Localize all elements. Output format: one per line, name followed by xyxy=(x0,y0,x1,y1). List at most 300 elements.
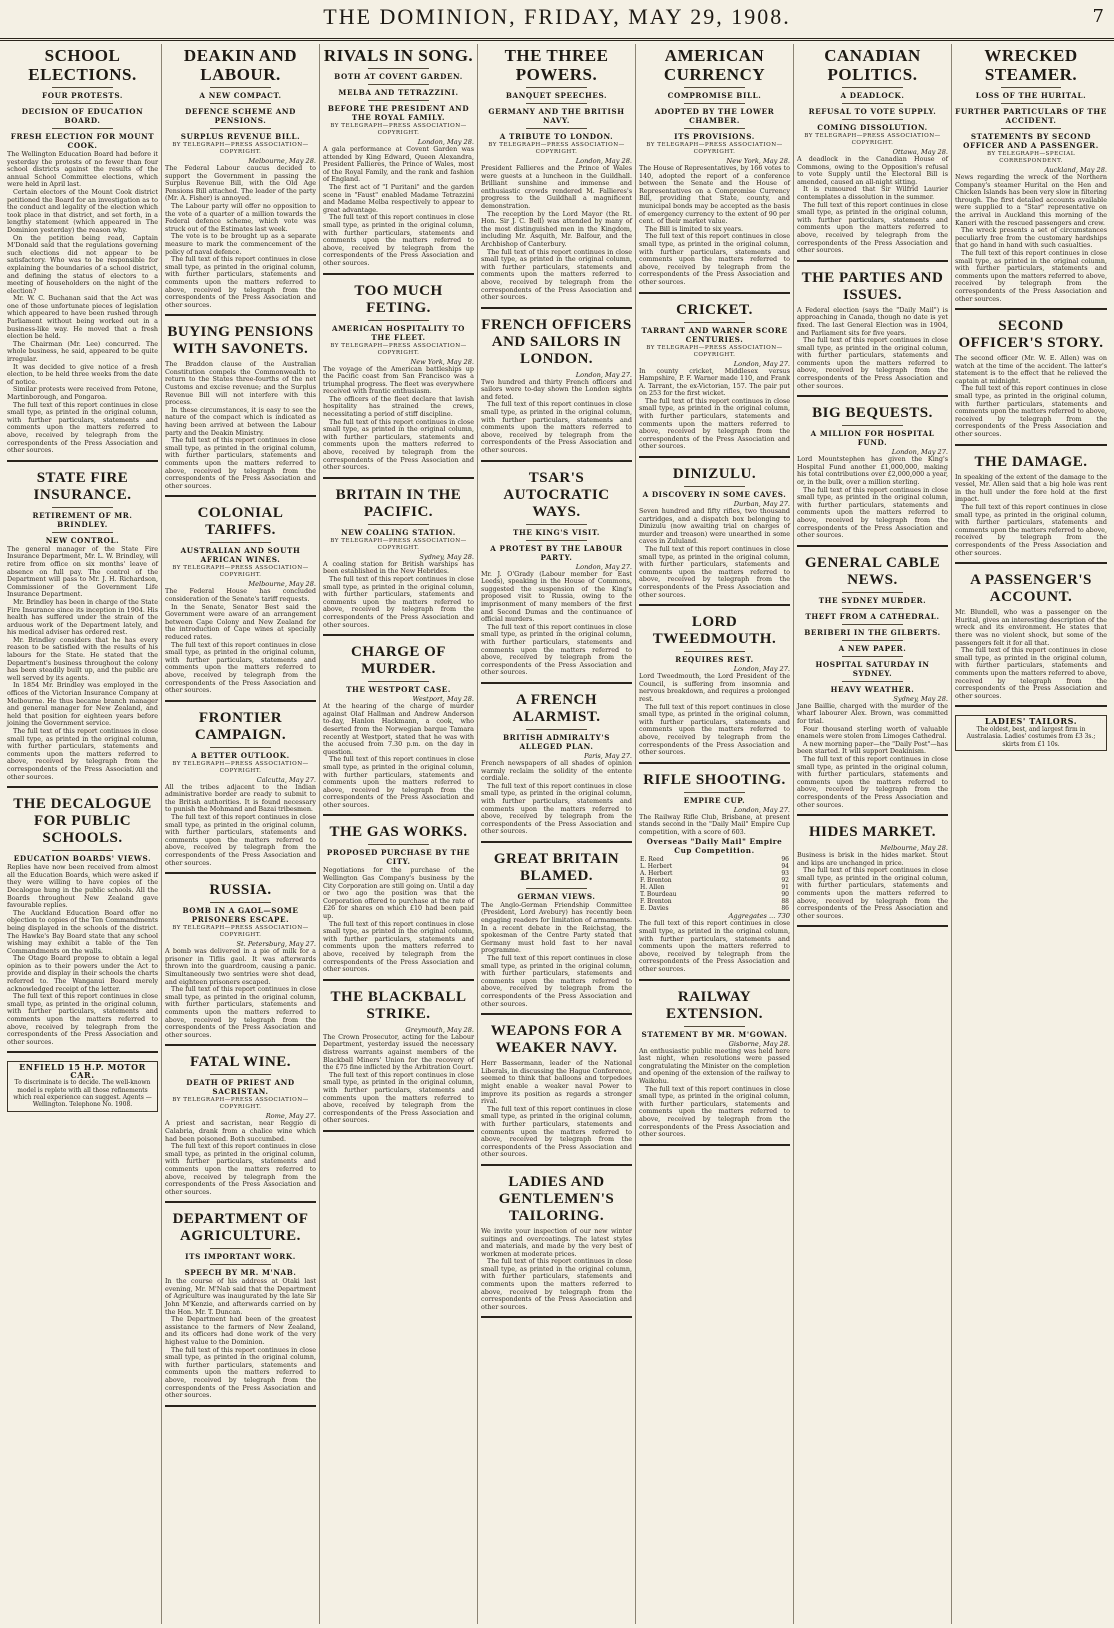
article-headline: COLONIAL TARIFFS. xyxy=(197,505,284,539)
article-byline: BY TELEGRAPH—PRESS ASSOCIATION—COPYRIGHT. xyxy=(646,344,783,358)
shooter-score: 90 xyxy=(781,891,789,899)
article-dateline: Melbourne, May 28. xyxy=(880,844,948,853)
article xyxy=(7,46,158,462)
article-dateline: Rome, May 27. xyxy=(265,1112,316,1121)
article-paragraph: A priest and sacristan, near Reggio di Calabria, drank from a chalice wine which had been poisoned. Both succumbed. xyxy=(165,1119,316,1143)
article-separator xyxy=(639,456,790,458)
divider xyxy=(210,1074,270,1075)
article-headline: THE BLACKBALL STRIKE. xyxy=(330,988,467,1022)
article-paragraph: We invite your inspection of our new winter suitings and overcoatings. The latest styles and materials, and made by the very best of workmen at moderate prices. xyxy=(481,1226,632,1258)
article-paragraph: The Wellington Education Board had before it yesterday the protests of no fewer than four school districts against the results of the annual School Committee elections, which were held in April last. xyxy=(7,150,158,189)
article-headline: DEPARTMENT OF AGRICULTURE. xyxy=(172,1211,309,1245)
article-headline: GREAT BRITAIN BLAMED. xyxy=(493,850,620,884)
article-deck: PROPOSED PURCHASE BY THE CITY. xyxy=(326,848,471,867)
article-paragraph-continued: The full text of this report continues in close small type, as printed in the original column, with further particulars, statements and comments upon the matters referred to above, received by telegraph from the correspondents of the Press Association and other sources. xyxy=(481,622,632,677)
article-paragraph-continued: The full text of this report continues in close small type, as printed in the original column, with further particulars, statements and comments upon the matters referred to above, received by telegraph from the correspondents of the Press Association and other sources. xyxy=(165,813,316,867)
article-paragraph: The Department had been of the greatest assistance to the farmers of New Zealand, and its officers had done work of the very highest value to the Dominion. xyxy=(165,1315,316,1347)
article-paragraph: Jane Baillie, charged with the murder of the wharf labourer Alex. Brown, was committed for trial. xyxy=(797,701,948,725)
article xyxy=(481,46,632,309)
shooter-name: F. Brenton xyxy=(640,877,672,885)
article-deck: HEAVY WEATHER. xyxy=(830,684,915,694)
divider xyxy=(210,103,270,104)
article-paragraph-continued: The full text of this report continues in close small type, as printed in the original column, with further particulars, statements and comments upon the matters referred to above, received by telegraph from the correspondents of the Press Association and other sources. xyxy=(7,400,158,455)
article-paragraph: Two hundred and thirty French officers and sailors were to-day shown the London sights and feted. xyxy=(481,377,632,401)
article-paragraph-continued: The full text of this report continues in close small type, as printed in the original column, with further particulars, statements and comments upon the matters referred to above, received by telegraph from the correspondents of the Press Association and other sources. xyxy=(323,417,474,472)
article xyxy=(165,46,316,316)
divider xyxy=(210,1248,270,1249)
article-byline: BY TELEGRAPH—PRESS ASSOCIATION—COPYRIGHT. xyxy=(172,1097,309,1111)
column-3 xyxy=(320,44,478,1624)
article-byline: BY TELEGRAPH—PRESS ASSOCIATION—COPYRIGHT. xyxy=(172,925,309,939)
article-dateline: London, May 27. xyxy=(733,805,790,814)
article-paragraph: In speaking of the extent of the damage to the vessel, Mr. Allen said that a big hole was rent in the hull under the fore hold at the first impact. xyxy=(955,472,1107,504)
article-separator xyxy=(7,786,158,788)
article-separator xyxy=(481,307,632,309)
article-deck: THE KING'S VISIT. xyxy=(513,527,600,537)
article-byline: BY TELEGRAPH—PRESS ASSOCIATION—COPYRIGHT. xyxy=(646,142,783,155)
score-row xyxy=(639,898,790,905)
article xyxy=(955,318,1107,446)
article-paragraph: The Anglo-German Friendship Committee (President, Lord Avebury) has recently been engaging readers for limitation of armaments. In a recent debate in the Reichstag, the spokesman of the Centre Party stated that Germany must hold fast to her naval programme. xyxy=(481,900,632,955)
divider xyxy=(684,87,744,88)
article xyxy=(797,555,948,816)
article xyxy=(165,505,316,701)
article-byline: BY TELEGRAPH—SPECIAL CORRESPONDENT. xyxy=(987,151,1075,164)
article xyxy=(323,487,474,636)
article-headline: RAILWAY EXTENSION. xyxy=(665,988,764,1022)
article-paragraph-continued: The full text of this report continues in close small type, as printed in the original column, with further particulars, statements and comments upon the matters referred to above, received by telegraph from the correspondents of the Press Association and other sources. xyxy=(165,1345,316,1400)
article-deck: DEFENCE SCHEME AND PENSIONS. xyxy=(185,107,296,125)
divider xyxy=(842,624,902,625)
article-deck: BANQUET SPEECHES. xyxy=(505,91,608,100)
article-deck: STATEMENT BY MR. M'GOWAN. xyxy=(641,1029,788,1039)
article-paragraph-continued: The full text of this report continues in close small type, as printed in the original column, with further particulars, statements and comments upon the matters referred to above, received by telegraph from the correspondents of the Press Association and other sources. xyxy=(165,436,316,490)
article-separator xyxy=(797,925,948,927)
article-headline: RIVALS IN SONG. xyxy=(323,46,474,65)
article-deck: REFUSAL TO VOTE SUPPLY. xyxy=(808,107,937,116)
article-separator xyxy=(955,444,1107,446)
article-paragraph: Mr. Brindley has been in charge of the State Fire Insurance since its inception in 1904. His health has suffered under the strain of the arduous work of the Department lately, and his medical adviser has ordered rest. xyxy=(7,597,158,637)
article-dateline: Greymouth, May 28. xyxy=(405,1025,474,1034)
article-paragraph-continued: The full text of this report continues in close small type, as printed in the original column, with further particulars, statements and comments upon the matters referred to above, received by telegraph from the correspondents of the Press Association and other sources. xyxy=(165,985,316,1039)
article xyxy=(481,1174,632,1319)
article-paragraph-continued: The full text of this report continues in close small type, as printed in the original column, with further particulars, statements and comments upon the matters referred to above, received by telegraph from the correspondents of the Press Association and other sources. xyxy=(481,781,632,836)
article-dateline: London, May 27. xyxy=(575,370,632,379)
article-paragraph: The Crown Prosecutor, acting for the Labour Department, yesterday issued the necessary distress warrants against members of the Blackball Miners' Union for the recovery of the £75 fine inflicted by the Arbitration Court. xyxy=(323,1032,474,1072)
article-deck: LOSS OF THE HURITAL. xyxy=(975,91,1087,100)
article-separator xyxy=(797,545,948,547)
article-deck: ITS PROVISIONS. xyxy=(674,132,755,141)
shooter-name: E. Reed xyxy=(640,856,664,864)
article-byline: BY TELEGRAPH—PRESS ASSOCIATION—COPYRIGHT. xyxy=(330,123,467,136)
article-paragraph-continued: The full text of this report continues in close small type, as printed in the original column, with further particulars, statements and comments upon the matters referred to above, received by telegraph from the correspondents of the Press Association and other sources. xyxy=(323,213,474,267)
article-separator xyxy=(797,260,948,262)
column-7 xyxy=(952,44,1110,1624)
article-deck: NEW CONTROL. xyxy=(45,535,120,545)
article-paragraph: Replies have now been received from almost all the Education Boards, which were asked if they were willing to have copies of the Decalogue hung in the public schools. All the Boards throughout New Zealand gave favourable replies. xyxy=(7,863,158,910)
article-paragraph: Mr. J. O'Grady (Labour member for East Leeds), speaking in the House of Commons, suggested the suspension of the King's proposed visit to Russia, owing to the imprisonment of many members of the first and Second Dumas and the continuance of official murders. xyxy=(481,569,632,624)
article-paragraph-continued: The full text of this report continues in close small type, as printed in the original column, with further particulars, statements and comments upon the matters referred to above, received by telegraph from the correspondents of the Press Association and other sources. xyxy=(7,992,158,1046)
article-separator xyxy=(639,1144,790,1146)
article-separator xyxy=(165,700,316,702)
column-2 xyxy=(162,44,320,1624)
article-paragraph-continued: The full text of this report continues in close small type, as printed in the original column, with further particulars, statements and comments upon the matters referred to above, received by telegraph from the correspondents of the Press Association and other sources. xyxy=(481,247,632,302)
column-5 xyxy=(636,44,794,1624)
article-deck: COMPROMISE BILL. xyxy=(667,91,762,100)
article-separator xyxy=(323,1130,474,1132)
article-deck: NEW COALING STATION. xyxy=(341,527,456,537)
divider xyxy=(368,84,428,85)
article-paragraph-continued: The full text of this report continues in close small type, as printed in the original column, with further particulars, statements and comments upon the matters referred to above, received by telegraph from the correspondents of the Press Association and other sources. xyxy=(165,1142,316,1196)
article-deck: A NEW PAPER. xyxy=(838,643,907,653)
article-paragraph: The Railway Rifle Club, Brisbane, at present stands second in the "Daily Mail" Empire Cup competition, with a score of 603. xyxy=(639,812,790,836)
article-paragraph-continued: The full text of this report continues in close small type, as printed in the original column, with further particulars, statements and comments upon the matters referred to above, received by telegraph from the correspondents of the Press Association and other sources. xyxy=(481,1257,632,1311)
article-headline: FATAL WINE. xyxy=(189,1054,292,1071)
article-paragraph-continued: The full text of this report continues in close small type, as printed in the original column, with further particulars, statements and comments upon the matters referred to above, received by telegraph from the correspondents of the Press Association and other sources. xyxy=(323,919,474,974)
article-paragraph-continued: The full text of this report continues in close small type, as printed in the original column, with further particulars, statements and comments upon the matters referred to above, received by telegraph from the correspondents of the Press Association and other sources. xyxy=(165,255,316,309)
article-deck: AUSTRALIAN AND SOUTH AFRICAN WINES. xyxy=(180,546,301,565)
article-deck: GERMANY AND THE BRITISH NAVY. xyxy=(488,107,625,125)
article-headline: LADIES AND GENTLEMEN'S TAILORING. xyxy=(498,1173,615,1224)
article-separator xyxy=(165,1044,316,1046)
advertisement xyxy=(955,715,1107,751)
divider xyxy=(1001,128,1062,129)
article xyxy=(165,1211,316,1407)
article xyxy=(7,796,158,1053)
article-paragraph: The Otago Board propose to obtain a legal opinion as to their powers under the Act to provide and display in their schools the charts referred to. The Wanganui Board merely acknowledged receipt of the letter. xyxy=(7,954,158,993)
article-headline: LORD TWEEDMOUTH. xyxy=(652,614,777,648)
column-1 xyxy=(4,44,162,1624)
article-separator xyxy=(955,705,1107,707)
divider xyxy=(842,592,902,593)
article-paragraph: Four thousand sterling worth of valuable enamels were stolen from Limoges Cathedral. xyxy=(797,724,948,741)
article-deck: BEFORE THE PRESIDENT AND THE ROYAL FAMILY. xyxy=(327,104,470,122)
article xyxy=(481,470,632,684)
divider xyxy=(684,792,744,793)
article-paragraph-continued: The full text of this report continues in close small type, as printed in the original column, with further particulars, statements and comments upon the matters referred to above, received by telegraph from the correspondents of the Press Association and other sources. xyxy=(797,866,948,920)
article-headline: TSAR'S AUTOCRATIC WAYS. xyxy=(503,469,610,520)
divider xyxy=(52,87,112,88)
advertisement-heading: ENFIELD 15 H.P. MOTOR CAR. xyxy=(19,1062,146,1080)
article-separator xyxy=(481,682,632,684)
article xyxy=(797,270,948,398)
article-separator xyxy=(481,1164,632,1166)
divider xyxy=(52,128,112,129)
article xyxy=(639,46,790,294)
article-deck: BOMB IN A GAOL—SOME PRISONERS ESCAPE. xyxy=(182,906,299,925)
article-paragraph: The Labour party will offer no opposition to the vote of a quarter of a million towards the Federal defence scheme, which vote was struck out of the Estimates last week. xyxy=(165,201,316,233)
article-paragraph-continued: The full text of this report continues in close small type, as printed in the original column, with further particulars, statements and comments upon the matters referred to above, received by telegraph from the correspondents of the Press Association and other sources. xyxy=(955,503,1107,557)
article-headline: SCHOOL ELECTIONS. xyxy=(28,46,137,84)
article xyxy=(323,283,474,479)
article-byline: BY TELEGRAPH—PRESS ASSOCIATION—COPYRIGHT. xyxy=(804,133,941,146)
article-deck: MELBA AND TETRAZZINI. xyxy=(338,88,459,97)
article-paragraph: The Braddon clause of the Australian Constitution compels the Commonwealth to return to the States three-fourths of the net Customs and excise revenue; and the Surplus Revenue Bill will not interfere with this process. xyxy=(165,360,316,407)
article-deck: FOUR PROTESTS. xyxy=(42,91,123,100)
article-dateline: New York, May 28. xyxy=(410,357,474,366)
article-headline: RIFLE SHOOTING. xyxy=(643,771,786,788)
article-dateline: Calcutta, May 27. xyxy=(256,775,316,784)
article-separator xyxy=(7,460,158,462)
article-paragraph: In the Senate, Senator Best said the Government were aware of an arrangement between Cape Colony and New Zealand for the introduction of Cape wines at specially reduced rates. xyxy=(165,602,316,641)
article xyxy=(797,405,948,547)
divider xyxy=(368,844,428,845)
article-headline: THE THREE POWERS. xyxy=(504,46,609,84)
article-paragraph: Negotiations for the purchase of the Wellington Gas Company's business by the City Corporation are still going on. Until a day or two ago the position was that the Corporation offered to purchase at the rate of £26 for shares on which £10 had been paid up. xyxy=(323,866,474,921)
column-6 xyxy=(794,44,952,1624)
article-headline: BRITAIN IN THE PACIFIC. xyxy=(335,486,462,520)
article-paragraph-continued: The full text of this report continues in close small type, as printed in the original column, with further particulars, statements and comments upon the matters referred to above, received by telegraph from the correspondents of the Press Association and other sources. xyxy=(481,1104,632,1159)
divider xyxy=(1001,103,1062,104)
article xyxy=(955,572,1107,707)
article-paragraph: The Federal House has concluded consideration of the Senate's tariff requests. xyxy=(165,587,316,603)
article-separator xyxy=(481,460,632,462)
divider xyxy=(1001,87,1062,88)
article-separator xyxy=(323,477,474,479)
article-dateline: Sydney, May 28. xyxy=(419,552,474,561)
article-paragraph: The Chairman (Mr. Lee) concurred. The whole business, he said, appeared to be quite irregular. xyxy=(7,339,158,364)
article-paragraph: The Bill is limited to six years. xyxy=(645,224,744,233)
article-byline: BY TELEGRAPH—PRESS ASSOCIATION—COPYRIGHT. xyxy=(172,760,309,774)
divider xyxy=(526,729,586,730)
article-deck: HOSPITAL SATURDAY IN SYDNEY. xyxy=(815,659,930,678)
article-deck: SURPLUS REVENUE BILL. xyxy=(180,132,301,141)
article-deck: A BETTER OUTLOOK. xyxy=(191,750,290,760)
article xyxy=(481,851,632,1015)
article-dateline: Gisborne, May 28. xyxy=(728,1039,790,1048)
article-deck: ADOPTED BY THE LOWER CHAMBER. xyxy=(654,107,775,125)
article xyxy=(323,989,474,1132)
article-deck: AMERICAN HOSPITALITY TO THE FLEET. xyxy=(331,323,466,342)
article xyxy=(955,46,1107,310)
article-separator xyxy=(797,814,948,816)
article xyxy=(165,710,316,875)
article-paragraph-continued: The full text of this report continues in close small type, as printed in the original column, with further particulars, statements and comments upon the matters referred to above, received by telegraph from the correspondents of the Press Association and other sources. xyxy=(955,384,1107,439)
article-paragraph: It was decided to give notice of a fresh election, to be held three weeks from the date of notice. xyxy=(7,362,158,386)
article-paragraph: Lord Tweedmouth, the Lord President of the Council, is suffering from insomnia and nervous breakdown, and requires a prolonged rest. xyxy=(639,672,790,703)
article-paragraph: Mr. Blundell, who was a passenger on the Hurital, gives an interesting description of the wreck and its environment. He states that there was no violent shock, but some of the passengers felt it for all that. xyxy=(955,608,1107,647)
article-headline: STATE FIRE INSURANCE. xyxy=(33,469,132,503)
article-deck: ITS IMPORTANT WORK. xyxy=(185,1252,296,1262)
article xyxy=(797,46,948,262)
score-row xyxy=(639,905,790,912)
article-paragraph-continued: The full text of this report continues in close small type, as printed in the original column, with further particulars, statements and comments upon the matters referred to above, received by telegraph from the correspondents of the Press Association and other sources. xyxy=(323,575,474,629)
article-deck: BERIBERI IN THE GILBERTS. xyxy=(804,627,941,637)
shooter-name: A. Herbert xyxy=(640,870,673,878)
divider xyxy=(210,1264,270,1265)
article-paragraph: A deadlock in the Canadian House of Commons, owing to the Opposition's refusal to vote Supply until the Electoral Bill is amended, caused an all-night sitting. xyxy=(797,155,948,186)
article-paragraph-continued: The full text of this report continues in close small type, as printed in the original column, with further particulars, statements and comments upon the matters referred to above, received by telegraph from the correspondents of the Press Association and other sources. xyxy=(481,400,632,455)
article-deck: EMPIRE CUP. xyxy=(683,795,746,805)
article-byline: BY TELEGRAPH—PRESS ASSOCIATION—COPYRIGHT. xyxy=(488,142,625,155)
article-byline: BY TELEGRAPH—PRESS ASSOCIATION—COPYRIGHT. xyxy=(330,537,467,551)
article-separator xyxy=(165,495,316,497)
divider xyxy=(684,322,744,323)
article-separator xyxy=(797,395,948,397)
divider xyxy=(684,103,744,104)
article-paragraph: A bomb was delivered in a pie of milk for a prisoner in Tiflis gaol. It was afterwards thrown into the guardroom, causing a panic. Simultaneously two sentries were shot dead, and eighteen prisoners escaped. xyxy=(165,947,316,986)
article-separator xyxy=(165,1405,316,1407)
article-paragraph-continued: The full text of this report continues in close small type, as printed in the original column, with further particulars, statements and comments upon the matters referred to above, received by telegraph from the correspondents of the Press Association and other sources. xyxy=(797,485,948,540)
article-paragraph: The vote is to be brought up as a separate measure to mark the commencement of the policy of naval defence. xyxy=(165,232,316,256)
article xyxy=(639,989,790,1146)
article-paragraph: The general manager of the State Fire Insurance Department, Mr. L. W. Brindley, will retire from office on six months' leave of absence on full pay. The control of the Department will pass to Mr. J. H. Richardson, Commissioner of the Government Life Insurance Department. xyxy=(7,544,158,599)
score-row xyxy=(639,863,790,870)
article-deck: FURTHER PARTICULARS OF THE ACCIDENT. xyxy=(955,107,1107,125)
article xyxy=(639,466,790,606)
article-separator xyxy=(165,314,316,316)
article-dateline: London, May 27. xyxy=(891,448,948,457)
article-dateline: London, May 28. xyxy=(417,138,474,146)
newspaper-columns xyxy=(4,44,1110,1624)
article-paragraph-continued: The full text of this report continues in close small type, as printed in the original column, with further particulars, statements and comments upon the matters referred to above, received by telegraph from the correspondents of the Press Association and other sources. xyxy=(165,640,316,695)
article-paragraph: The first act of "I Puritani" and the garden scene in "Faust" enabled Madame Tetrazzini and Madame Melba respectively to appear to great advantage. xyxy=(323,182,474,214)
divider xyxy=(842,119,902,120)
article-paragraph-continued: The full text of this report continues in close small type, as printed in the original column, with further particulars, statements and comments upon the matters referred to above, received by telegraph from the correspondents of the Press Association and other sources. xyxy=(797,336,948,390)
article-separator xyxy=(639,292,790,294)
divider xyxy=(368,681,428,682)
article-deck: A DEADLOCK. xyxy=(840,91,905,100)
article-paragraph-continued: The full text of this report continues in close small type, as printed in the original column, with further particulars, statements and comments upon the matters referred to above, received by telegraph from the correspondents of the Press Association and other sources. xyxy=(323,1070,474,1125)
article-byline: BY TELEGRAPH—PRESS ASSOCIATION—COPYRIGHT. xyxy=(172,142,309,155)
divider xyxy=(842,640,902,641)
advertisement-text: To discriminate is to decide. The well-known model is replete with all those refinements which real experience can suggest. Agents — Wellington. Telephone No. 1908. xyxy=(13,1079,152,1109)
article xyxy=(639,614,790,764)
article-separator xyxy=(323,979,474,981)
divider xyxy=(842,656,902,657)
article-paragraph: French newspapers of all shades of opinion warmly reclaim the solidity of the entente cordiale. xyxy=(481,758,632,783)
shooter-score: 96 xyxy=(781,856,789,864)
shooter-score: 88 xyxy=(781,898,789,906)
article-headline: CANADIAN POLITICS. xyxy=(824,46,921,84)
divider xyxy=(526,524,586,525)
score-row xyxy=(639,877,790,884)
article-deck: A PROTEST BY THE LABOUR PARTY. xyxy=(490,543,623,562)
article-byline: BY TELEGRAPH—PRESS ASSOCIATION—COPYRIGHT. xyxy=(172,565,309,579)
article-paragraph-continued: The full text of this report continues in close small type, as printed in the original column, with further particulars, statements and comments upon the matters referred to above, received by telegraph from the correspondents of the Press Association and other sources. xyxy=(7,727,158,781)
article-dateline: Paris, May 27. xyxy=(584,751,632,760)
divider xyxy=(210,747,270,748)
article-deck: A TRIBUTE TO LONDON. xyxy=(499,132,614,141)
divider xyxy=(526,540,586,541)
divider xyxy=(684,486,744,487)
article-deck: RETIREMENT OF MR. BRINDLEY. xyxy=(32,510,133,529)
advertisement-heading: LADIES' TAILORS. xyxy=(984,716,1078,727)
article xyxy=(639,772,790,981)
article-deck: THEFT FROM A CATHEDRAL. xyxy=(805,611,940,621)
article-separator xyxy=(955,562,1107,564)
article-paragraph-continued: The full text of this report continues in close small type, as printed in the original column, with further particulars, statements and comments upon the matters referred to above, received by telegraph from the correspondents of the Press Association and other sources. xyxy=(639,919,790,974)
divider xyxy=(210,902,270,903)
article-paragraph: The reception by the Lord Mayor (the Rt. Hon. Sir J. C. Bell) was attended by many of the most distinguished men in the Kingdom, including Mr. Asquith, Mr. Balfour, and the Archbishop of Canterbury. xyxy=(481,209,632,248)
article-deck: THE SYDNEY MURDER. xyxy=(818,595,927,605)
article xyxy=(797,824,948,927)
article-deck: STATEMENTS BY SECOND OFFICER AND A PASSENGER. xyxy=(963,132,1099,150)
article-headline: TOO MUCH FETING. xyxy=(354,282,443,316)
article-separator xyxy=(481,841,632,843)
article-paragraph: The House of Representatives, by 166 votes to 140, adopted the report of a conference between the Senate and the House of Representatives on a Compromise Currency Bill, providing that State, county, and municipal bonds may be accepted as the basis of emergency currency to the extent of 90 per cent. of their market value. xyxy=(639,164,790,226)
article-separator xyxy=(165,872,316,874)
article-paragraph: An enthusiastic public meeting was held here last night, when resolutions were passed congratulating the Minister on the completion and opening of the extension of the railway to Waikohu. xyxy=(639,1046,790,1085)
article-dateline: Melbourne, May 28. xyxy=(248,580,316,589)
article-separator xyxy=(481,1013,632,1015)
article xyxy=(323,824,474,980)
article xyxy=(955,454,1107,565)
article-paragraph-continued: The full text of this report continues in close small type, as printed in the original column, with further particulars, statements and comments upon the matters referred to above, received by telegraph from the correspondents of the Press Association and other sources. xyxy=(955,646,1107,700)
article-separator xyxy=(323,814,474,816)
article-paragraph: Mr. W. C. Buchanan said that the Act was one of those unfortunate pieces of legislation which appeared to have been rushed through Parliament without being worked out in a business-like way. He moved that a fresh election be held. xyxy=(7,294,158,341)
divider xyxy=(526,103,586,104)
article-paragraph-continued: The full text of this report continues in close small type, as printed in the original column, with further particulars, statements and comments upon the matters referred to above, received by telegraph from the correspondents of the Press Association and other sources. xyxy=(323,755,474,809)
article-byline: BY TELEGRAPH—PRESS ASSOCIATION—COPYRIGHT. xyxy=(330,342,467,356)
article-separator xyxy=(7,1051,158,1053)
article-paragraph: The Auckland Education Board offer no objection to copies of the Ten Commandments being displayed in the schools of the district. The Hawke's Bay Board state that any school wishing may exhibit a table of the Ten Commandments on the walls. xyxy=(7,908,158,955)
article-paragraph: On the petition being read, Captain M'Donald said that the regulations governing such elections did not appear to be satisfactory. Who was to be responsible for explaining the boundaries of a school district, and defining the status of electors to a meeting of householders on the night of the election? xyxy=(7,233,158,295)
article-headline: BIG BEQUESTS. xyxy=(812,405,933,422)
article-headline: FRONTIER CAMPAIGN. xyxy=(194,709,287,743)
article-deck: THE WESTPORT CASE. xyxy=(346,685,451,695)
shooter-name: L. Herbert xyxy=(640,863,673,871)
article-separator xyxy=(165,1201,316,1203)
article-paragraph: The voyage of the American battleships up the Pacific coast from San Francisco was a triumphal progress. The fleet was everywhere received with frantic enthusiasm. xyxy=(323,364,474,396)
article-headline: SECOND OFFICER'S STORY. xyxy=(958,318,1104,352)
score-row xyxy=(639,884,790,891)
shooter-score: 93 xyxy=(781,870,789,878)
article xyxy=(481,692,632,843)
divider xyxy=(210,128,270,129)
article-dateline: London, May 27. xyxy=(575,562,632,571)
article-paragraph: Mr. Brindley considers that he has every reason to be satisfied with the results of his labours for the State. He stated that the Department's business throughout the colony has been steadily built up, and the public are well served by its agents. xyxy=(7,635,158,682)
divider xyxy=(52,103,112,104)
article xyxy=(165,1054,316,1203)
divider xyxy=(210,87,270,88)
article-dateline: Ottawa, May 28. xyxy=(892,148,948,156)
shooter-name: H. Allen xyxy=(640,884,665,892)
article-deck: A NEW COMPACT. xyxy=(199,91,282,100)
article-deck: REQUIRES REST. xyxy=(675,655,754,665)
article-headline: THE DAMAGE. xyxy=(974,453,1088,470)
article-headline: CHARGE OF MURDER. xyxy=(351,644,446,678)
shooter-score: 86 xyxy=(781,905,789,913)
page-number: 7 xyxy=(1092,6,1104,27)
article-headline: THE DECALOGUE FOR PUBLIC SCHOOLS. xyxy=(13,796,152,847)
article-paragraph-continued: The full text of this report continues in close small type, as printed in the original column, with further particulars, statements and comments upon the matters referred to above, received by telegraph from the correspondents of the Press Association and other sources. xyxy=(797,200,948,255)
article-deck: COMING DISSOLUTION. xyxy=(817,123,928,132)
masthead-title: THE DOMINION, FRIDAY, MAY 29, 1908. xyxy=(323,4,791,29)
article-paragraph: The wreck presents a set of circumstances peculiarly free from the customary hardships that go hand in hand with such casualties. xyxy=(955,226,1107,250)
article-dateline: New York, May 28. xyxy=(726,157,790,165)
article-dateline: Westport, May 28. xyxy=(412,695,474,704)
divider xyxy=(842,608,902,609)
article-paragraph: Similar protests were received from Petone, Martinborough, and Pongaroa. xyxy=(7,385,158,401)
article-separator xyxy=(955,308,1107,310)
shooter-score: 94 xyxy=(781,863,789,871)
divider xyxy=(684,651,744,652)
article-headline: AMERICAN CURRENCY xyxy=(663,46,766,84)
article-paragraph: Business is brisk in the hides market. Stout and kips are unchanged in price. xyxy=(797,851,948,867)
article-paragraph-continued: The full text of this report continues in close small type, as printed in the original column, with further particulars, statements and comments upon the matters referred to above, received by telegraph from the correspondents of the Press Association and other sources. xyxy=(639,396,790,451)
score-table-title: Overseas "Daily Mail" Empire Cup Competition. xyxy=(646,837,783,856)
article-deck: DECISION OF EDUCATION BOARD. xyxy=(21,107,144,125)
divider xyxy=(52,850,112,851)
score-aggregate: Aggregates ... 730 xyxy=(728,912,790,921)
column-4 xyxy=(478,44,636,1624)
article-paragraph: Herr Bassermann, leader of the National Liberals, in discussing the Hague Conference, seemed to think that balloons and torpedoes might enable a weaker naval Power to improve its position as regards a stronger rival. xyxy=(481,1059,632,1106)
article-paragraph: In 1854 Mr. Brindley was employed in the offices of the Victorian Insurance Company at Melbourne. He thus became branch manager and general manager for New Zealand, and held that position for eighteen years before joining the Government service. xyxy=(7,681,158,728)
article-paragraph-continued: The full text of this report continues in close small type, as printed in the original column, with further particulars, statements and comments upon the matters referred to above, received by telegraph from the correspondents of the Press Association and other sources. xyxy=(955,248,1107,303)
article-deck: BRITISH ADMIRALTY'S ALLEGED PLAN. xyxy=(502,732,611,751)
article-paragraph: In these circumstances, it is easy to see the nature of the compact which is indicated as having been arrived at between the Labour party and the Deakin Ministry. xyxy=(165,405,316,437)
